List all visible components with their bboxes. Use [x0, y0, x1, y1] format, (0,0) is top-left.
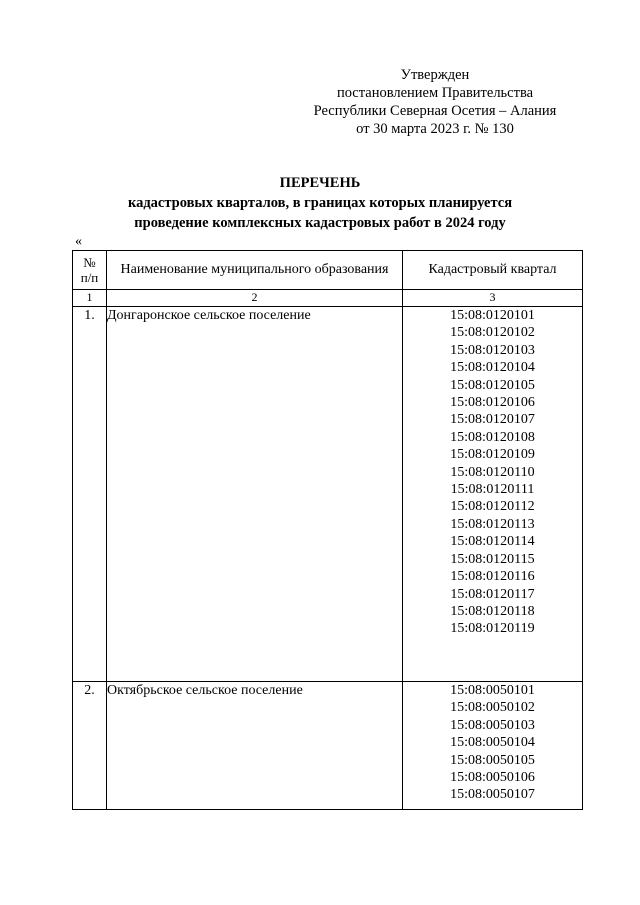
cadastral-quarter: 15:08:0120102 [450, 325, 535, 341]
header-cadastral-quarter: Кадастровый квартал [403, 251, 583, 290]
row-cadastral-list [403, 307, 583, 682]
cadastral-quarter: 15:08:0120103 [450, 342, 535, 358]
approval-line: постановлением Правительства [336, 85, 534, 101]
cadastral-quarter: 15:08:0120110 [450, 464, 535, 480]
table-row [73, 307, 583, 682]
title-subline: проведение комплексных кадастровых работ в 2024 году [134, 215, 506, 231]
cadastral-quarter: 15:08:0120118 [450, 603, 535, 619]
cadastral-quarter: 15:08:0050106 [450, 770, 535, 786]
cadastral-quarter: 15:08:0120107 [450, 412, 535, 428]
approval-line: Утвержден [400, 67, 470, 83]
cadastral-quarter: 15:08:0050105 [450, 752, 535, 768]
cadastral-quarter: 15:08:0050102 [450, 700, 535, 716]
cadastral-quarter: 15:08:0120116 [450, 569, 535, 585]
cadastral-quarter: 15:08:0120111 [450, 482, 535, 498]
header-number [73, 251, 107, 290]
row-number: 2. [73, 682, 107, 810]
cadastral-quarter: 15:08:0120115 [450, 551, 535, 567]
row-municipality: Октябрьское сельское поселение [107, 682, 403, 810]
cadastral-quarter: 15:08:0120112 [450, 499, 535, 515]
cadastral-quarter: 15:08:0050107 [450, 787, 535, 803]
header-number-symbol: № [83, 255, 96, 270]
table-header-row [73, 251, 583, 290]
cadastral-quarter: 15:08:0120114 [450, 534, 535, 550]
cadastral-quarter: 15:08:0120113 [450, 516, 535, 532]
cadastral-table [72, 250, 583, 810]
cadastral-quarter: 15:08:0050103 [450, 717, 535, 733]
row-number: 1. [73, 307, 107, 682]
approval-date: от 30 марта 2023 г. № 130 [356, 121, 514, 137]
row-cadastral-list [403, 682, 583, 810]
cadastral-quarter: 15:08:0050104 [450, 735, 535, 751]
approval-stamp [300, 66, 570, 138]
column-index: 2 [107, 290, 403, 307]
cadastral-quarter: 15:08:0120101 [450, 308, 535, 323]
cadastral-quarter: 15:08:0050101 [450, 683, 535, 698]
approval-line: Республики Северная Осетия – Алания [313, 103, 557, 119]
title-subline: кадастровых кварталов, в границах которых планируется [127, 195, 513, 211]
cadastral-quarter: 15:08:0120119 [450, 621, 535, 637]
column-index: 3 [403, 290, 583, 307]
cadastral-quarter: 15:08:0120105 [450, 377, 535, 393]
table-row [73, 682, 583, 810]
row-municipality: Донгаронское сельское поселение [107, 307, 403, 682]
column-index: 1 [73, 290, 107, 307]
document-title [0, 173, 640, 233]
cadastral-quarter: 15:08:0120106 [450, 395, 535, 411]
cadastral-quarter: 15:08:0120104 [450, 360, 535, 376]
cadastral-quarter: 15:08:0120108 [450, 429, 535, 445]
opening-quote: « [75, 234, 82, 249]
cadastral-quarter: 15:08:0120117 [450, 586, 535, 602]
title-heading: ПЕРЕЧЕНЬ [279, 175, 361, 191]
header-number-abbr: п/п [80, 270, 99, 285]
column-index-row [73, 290, 583, 307]
header-municipality: Наименование муниципального образования [107, 251, 403, 290]
cadastral-quarter: 15:08:0120109 [450, 447, 535, 463]
